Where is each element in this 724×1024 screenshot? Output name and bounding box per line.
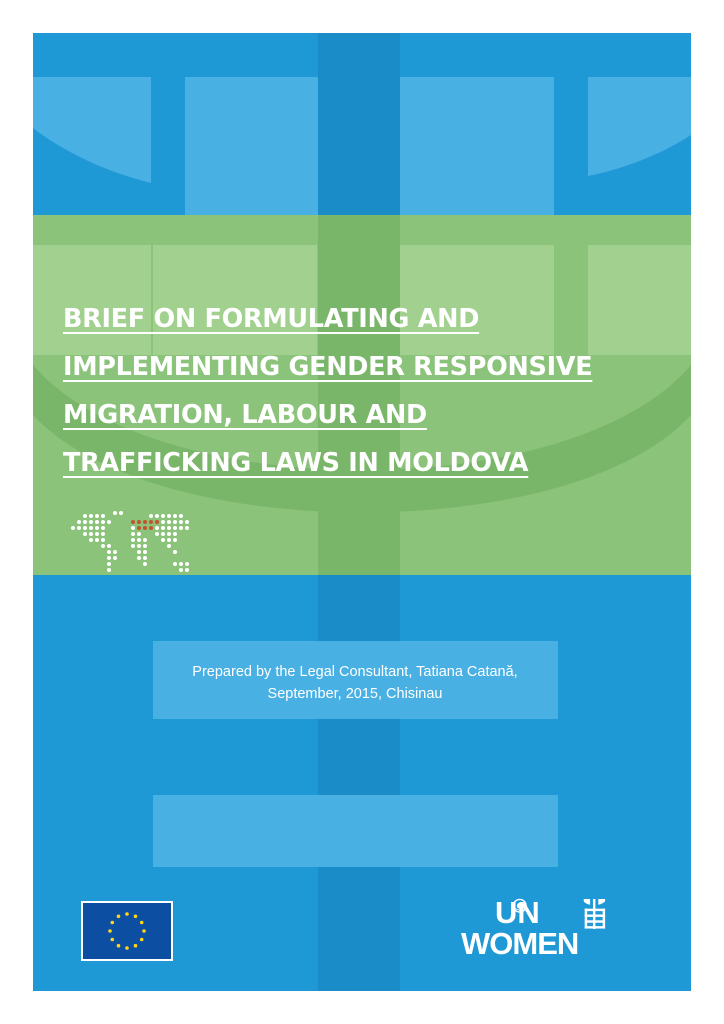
- logo-text-un: UN: [495, 895, 540, 930]
- prepared-by-line-2: September, 2015, Chisinau: [267, 686, 443, 702]
- title-line-4: TRAFFICKING LAWS IN MOLDOVA: [63, 448, 529, 478]
- un-women-symbol-icon: [584, 899, 605, 929]
- eu-flag-icon: [81, 901, 173, 961]
- un-women-logo: [461, 895, 659, 964]
- logo-text-women: WOMEN: [461, 926, 579, 961]
- title-line-1: BRIEF ON FORMULATING AND: [63, 304, 480, 334]
- title-line-2: IMPLEMENTING GENDER RESPONSIVE: [63, 352, 593, 382]
- prepared-by: [153, 661, 557, 705]
- title-line-3: MIGRATION, LABOUR AND: [63, 400, 427, 430]
- prepared-by-line-1: Prepared by the Legal Consultant, Tatiana Catană,: [192, 664, 518, 680]
- report-title: [63, 295, 688, 487]
- world-map-icon: [71, 508, 196, 576]
- report-cover: [33, 33, 691, 991]
